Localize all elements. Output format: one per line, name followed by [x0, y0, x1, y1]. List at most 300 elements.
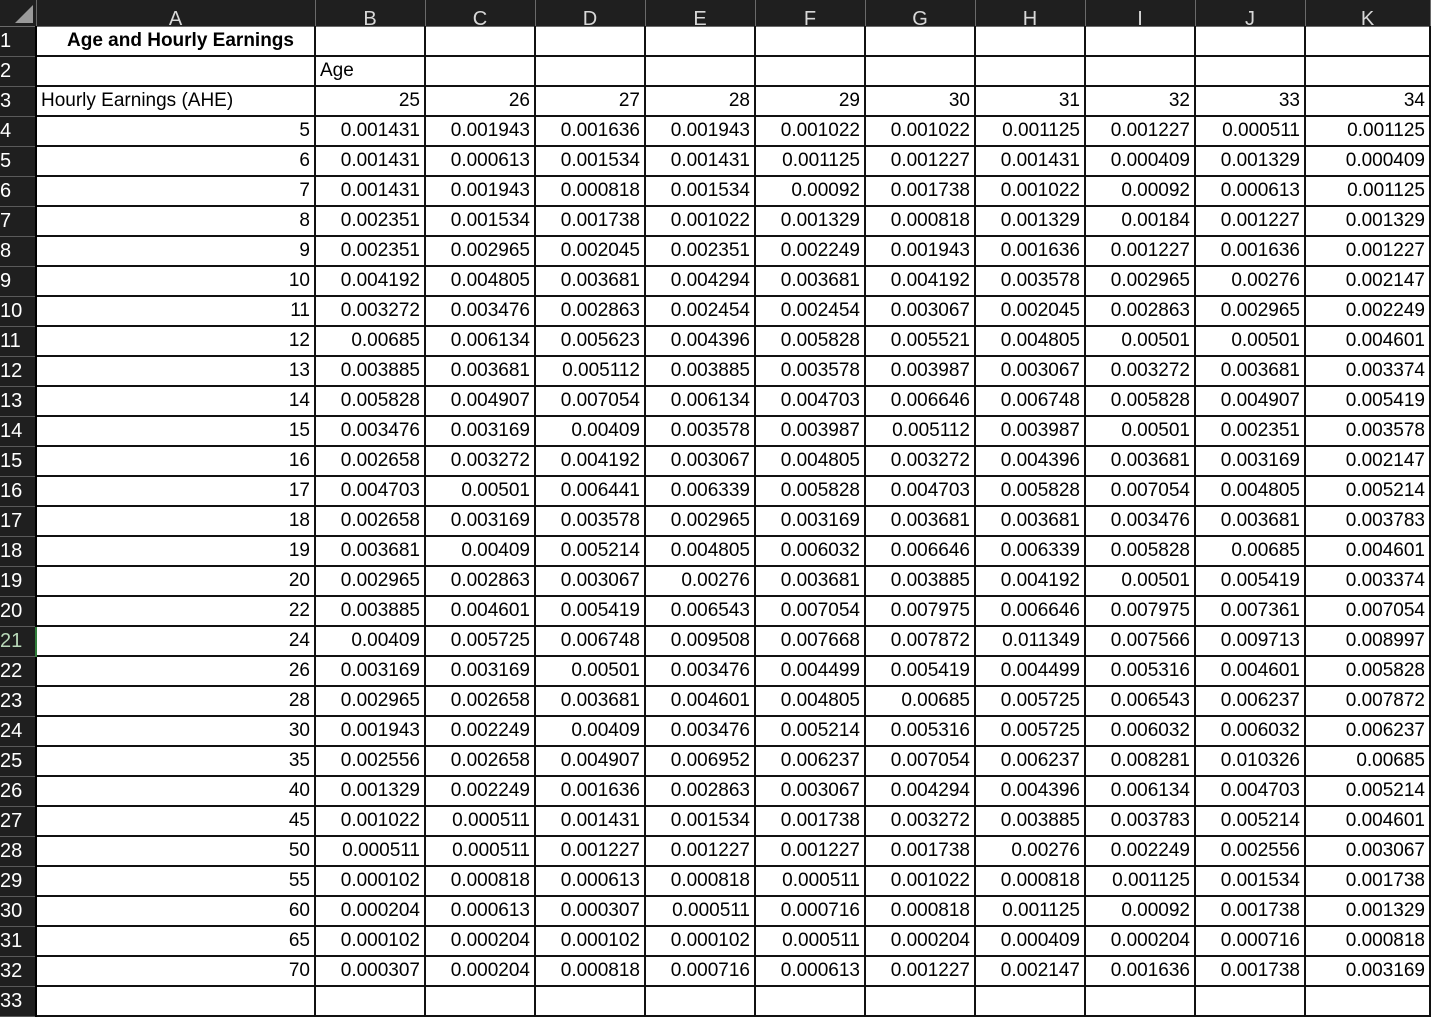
empty-cell[interactable] — [1085, 986, 1195, 1016]
probability-cell[interactable]: 0.004192 — [315, 266, 425, 296]
probability-cell[interactable]: 0.00184 — [1085, 206, 1195, 236]
probability-cell[interactable]: 0.000716 — [755, 896, 865, 926]
probability-cell[interactable]: 0.001431 — [315, 116, 425, 146]
empty-cell[interactable] — [975, 26, 1085, 56]
probability-cell[interactable]: 0.001125 — [975, 896, 1085, 926]
probability-cell[interactable]: 0.004601 — [1305, 806, 1430, 836]
probability-cell[interactable]: 0.004907 — [535, 746, 645, 776]
row-header-27[interactable]: 27 — [0, 806, 36, 836]
probability-cell[interactable]: 0.003067 — [535, 566, 645, 596]
probability-cell[interactable]: 0.003067 — [1305, 836, 1430, 866]
probability-cell[interactable]: 0.004805 — [755, 686, 865, 716]
probability-cell[interactable]: 0.005828 — [755, 326, 865, 356]
age-header-cell[interactable]: 33 — [1195, 86, 1305, 116]
probability-cell[interactable]: 0.002863 — [535, 296, 645, 326]
probability-cell[interactable]: 0.001636 — [1085, 956, 1195, 986]
row-header-6[interactable]: 6 — [0, 176, 36, 206]
probability-cell[interactable]: 0.002658 — [425, 686, 535, 716]
probability-cell[interactable]: 0.002249 — [425, 776, 535, 806]
empty-cell[interactable] — [36, 56, 315, 86]
empty-cell[interactable] — [425, 56, 535, 86]
probability-cell[interactable]: 0.003476 — [645, 716, 755, 746]
row-header-7[interactable]: 7 — [0, 206, 36, 236]
row-header-31[interactable]: 31 — [0, 926, 36, 956]
probability-cell[interactable]: 0.004192 — [535, 446, 645, 476]
probability-cell[interactable]: 0.001534 — [645, 176, 755, 206]
probability-cell[interactable]: 0.001943 — [425, 176, 535, 206]
probability-cell[interactable]: 0.003067 — [865, 296, 975, 326]
probability-cell[interactable]: 0.003987 — [975, 416, 1085, 446]
ahe-value-cell[interactable]: 8 — [36, 206, 315, 236]
probability-cell[interactable]: 0.005828 — [1085, 386, 1195, 416]
probability-cell[interactable]: 0.006032 — [755, 536, 865, 566]
probability-cell[interactable]: 0.00501 — [1195, 326, 1305, 356]
empty-cell[interactable] — [645, 26, 755, 56]
probability-cell[interactable]: 0.00685 — [865, 686, 975, 716]
probability-cell[interactable]: 0.007566 — [1085, 626, 1195, 656]
probability-cell[interactable]: 0.007054 — [1305, 596, 1430, 626]
row-header-12[interactable]: 12 — [0, 356, 36, 386]
probability-cell[interactable]: 0.005419 — [1305, 386, 1430, 416]
probability-cell[interactable]: 0.002454 — [755, 296, 865, 326]
ahe-value-cell[interactable]: 15 — [36, 416, 315, 446]
age-header-cell[interactable]: 28 — [645, 86, 755, 116]
row-header-21[interactable]: 21 — [0, 626, 36, 656]
probability-cell[interactable]: 0.004703 — [1195, 776, 1305, 806]
age-header-cell[interactable]: 25 — [315, 86, 425, 116]
probability-cell[interactable]: 0.003681 — [1195, 356, 1305, 386]
row-header-2[interactable]: 2 — [0, 56, 36, 86]
probability-cell[interactable]: 0.002249 — [1305, 296, 1430, 326]
probability-cell[interactable]: 0.000818 — [425, 866, 535, 896]
probability-cell[interactable]: 0.006646 — [865, 536, 975, 566]
probability-cell[interactable]: 0.003681 — [865, 506, 975, 536]
ahe-value-cell[interactable]: 11 — [36, 296, 315, 326]
probability-cell[interactable]: 0.000613 — [755, 956, 865, 986]
probability-cell[interactable]: 0.004703 — [755, 386, 865, 416]
ahe-value-cell[interactable]: 6 — [36, 146, 315, 176]
row-header-15[interactable]: 15 — [0, 446, 36, 476]
empty-cell[interactable] — [535, 26, 645, 56]
probability-cell[interactable]: 0.003681 — [535, 686, 645, 716]
empty-cell[interactable] — [755, 56, 865, 86]
probability-cell[interactable]: 0.001636 — [975, 236, 1085, 266]
row-header-3[interactable]: 3 — [0, 86, 36, 116]
column-header-c[interactable]: C — [425, 0, 535, 26]
row-header-22[interactable]: 22 — [0, 656, 36, 686]
probability-cell[interactable]: 0.002351 — [645, 236, 755, 266]
empty-cell[interactable] — [425, 986, 535, 1016]
probability-cell[interactable]: 0.003374 — [1305, 356, 1430, 386]
probability-cell[interactable]: 0.006543 — [1085, 686, 1195, 716]
row-header-26[interactable]: 26 — [0, 776, 36, 806]
probability-cell[interactable]: 0.003272 — [865, 446, 975, 476]
probability-cell[interactable]: 0.001329 — [975, 206, 1085, 236]
probability-cell[interactable]: 0.001125 — [975, 116, 1085, 146]
column-header-h[interactable]: H — [975, 0, 1085, 26]
age-header-cell[interactable]: 27 — [535, 86, 645, 116]
select-all-corner[interactable] — [0, 0, 36, 26]
probability-cell[interactable]: 0.002249 — [755, 236, 865, 266]
probability-cell[interactable]: 0.003272 — [865, 806, 975, 836]
probability-cell[interactable]: 0.004499 — [755, 656, 865, 686]
probability-cell[interactable]: 0.002045 — [975, 296, 1085, 326]
probability-cell[interactable]: 0.003578 — [535, 506, 645, 536]
probability-cell[interactable]: 0.011349 — [975, 626, 1085, 656]
probability-cell[interactable]: 0.001738 — [535, 206, 645, 236]
probability-cell[interactable]: 0.000511 — [755, 926, 865, 956]
probability-cell[interactable]: 0.004805 — [645, 536, 755, 566]
probability-cell[interactable]: 0.00092 — [1085, 176, 1195, 206]
probability-cell[interactable]: 0.003885 — [975, 806, 1085, 836]
probability-cell[interactable]: 0.001534 — [645, 806, 755, 836]
probability-cell[interactable]: 0.001227 — [1305, 236, 1430, 266]
probability-cell[interactable]: 0.005112 — [535, 356, 645, 386]
age-label-cell[interactable]: Age — [315, 56, 425, 86]
probability-cell[interactable]: 0.004601 — [1195, 656, 1305, 686]
probability-cell[interactable]: 0.000511 — [645, 896, 755, 926]
probability-cell[interactable]: 0.001431 — [535, 806, 645, 836]
probability-cell[interactable]: 0.003783 — [1305, 506, 1430, 536]
probability-cell[interactable]: 0.010326 — [1195, 746, 1305, 776]
probability-cell[interactable]: 0.003578 — [1305, 416, 1430, 446]
probability-cell[interactable]: 0.005316 — [865, 716, 975, 746]
ahe-value-cell[interactable]: 7 — [36, 176, 315, 206]
probability-cell[interactable]: 0.001125 — [1305, 116, 1430, 146]
probability-cell[interactable]: 0.001534 — [425, 206, 535, 236]
probability-cell[interactable]: 0.003578 — [645, 416, 755, 446]
probability-cell[interactable]: 0.005725 — [975, 686, 1085, 716]
probability-cell[interactable]: 0.003169 — [755, 506, 865, 536]
probability-cell[interactable]: 0.005419 — [535, 596, 645, 626]
probability-cell[interactable]: 0.003681 — [1195, 506, 1305, 536]
probability-cell[interactable]: 0.007054 — [755, 596, 865, 626]
probability-cell[interactable]: 0.003067 — [975, 356, 1085, 386]
probability-cell[interactable]: 0.002658 — [425, 746, 535, 776]
row-header-18[interactable]: 18 — [0, 536, 36, 566]
empty-cell[interactable] — [975, 56, 1085, 86]
probability-cell[interactable]: 0.002965 — [315, 566, 425, 596]
probability-cell[interactable]: 0.001022 — [645, 206, 755, 236]
probability-cell[interactable]: 0.003681 — [425, 356, 535, 386]
probability-cell[interactable]: 0.001329 — [1305, 206, 1430, 236]
empty-cell[interactable] — [1195, 56, 1305, 86]
probability-cell[interactable]: 0.001022 — [315, 806, 425, 836]
probability-cell[interactable]: 0.001329 — [755, 206, 865, 236]
probability-cell[interactable]: 0.002351 — [315, 236, 425, 266]
row-header-30[interactable]: 30 — [0, 896, 36, 926]
empty-cell[interactable] — [535, 986, 645, 1016]
probability-cell[interactable]: 0.007975 — [1085, 596, 1195, 626]
probability-cell[interactable]: 0.001636 — [535, 776, 645, 806]
probability-cell[interactable]: 0.00501 — [425, 476, 535, 506]
probability-cell[interactable]: 0.004805 — [975, 326, 1085, 356]
column-header-k[interactable]: K — [1305, 0, 1430, 26]
probability-cell[interactable]: 0.00501 — [1085, 416, 1195, 446]
probability-cell[interactable]: 0.000307 — [315, 956, 425, 986]
column-header-g[interactable]: G — [865, 0, 975, 26]
probability-cell[interactable]: 0.005214 — [535, 536, 645, 566]
probability-cell[interactable]: 0.007975 — [865, 596, 975, 626]
probability-cell[interactable]: 0.000307 — [535, 896, 645, 926]
empty-cell[interactable] — [865, 986, 975, 1016]
column-header-i[interactable]: I — [1085, 0, 1195, 26]
ahe-value-cell[interactable]: 20 — [36, 566, 315, 596]
probability-cell[interactable]: 0.003578 — [755, 356, 865, 386]
probability-cell[interactable]: 0.004499 — [975, 656, 1085, 686]
probability-cell[interactable]: 0.006339 — [975, 536, 1085, 566]
probability-cell[interactable]: 0.002965 — [1195, 296, 1305, 326]
ahe-value-cell[interactable]: 5 — [36, 116, 315, 146]
probability-cell[interactable]: 0.003681 — [755, 566, 865, 596]
column-header-f[interactable]: F — [755, 0, 865, 26]
row-header-20[interactable]: 20 — [0, 596, 36, 626]
probability-cell[interactable]: 0.003169 — [425, 506, 535, 536]
probability-cell[interactable]: 0.007872 — [865, 626, 975, 656]
probability-cell[interactable]: 0.001738 — [1305, 866, 1430, 896]
probability-cell[interactable]: 0.002351 — [315, 206, 425, 236]
probability-cell[interactable]: 0.003885 — [315, 356, 425, 386]
probability-cell[interactable]: 0.003272 — [315, 296, 425, 326]
probability-cell[interactable]: 0.002454 — [645, 296, 755, 326]
probability-cell[interactable]: 0.007054 — [1085, 476, 1195, 506]
probability-cell[interactable]: 0.001227 — [1085, 116, 1195, 146]
row-header-14[interactable]: 14 — [0, 416, 36, 446]
probability-cell[interactable]: 0.004294 — [645, 266, 755, 296]
probability-cell[interactable]: 0.00409 — [535, 716, 645, 746]
probability-cell[interactable]: 0.002658 — [315, 506, 425, 536]
age-header-cell[interactable]: 32 — [1085, 86, 1195, 116]
probability-cell[interactable]: 0.000818 — [645, 866, 755, 896]
empty-cell[interactable] — [755, 986, 865, 1016]
empty-cell[interactable] — [645, 986, 755, 1016]
probability-cell[interactable]: 0.001227 — [1085, 236, 1195, 266]
empty-cell[interactable] — [425, 26, 535, 56]
probability-cell[interactable]: 0.001738 — [865, 836, 975, 866]
probability-cell[interactable]: 0.00276 — [975, 836, 1085, 866]
probability-cell[interactable]: 0.003987 — [865, 356, 975, 386]
probability-cell[interactable]: 0.004805 — [1195, 476, 1305, 506]
probability-cell[interactable]: 0.001738 — [755, 806, 865, 836]
row-header-29[interactable]: 29 — [0, 866, 36, 896]
empty-cell[interactable] — [315, 26, 425, 56]
ahe-value-cell[interactable]: 55 — [36, 866, 315, 896]
probability-cell[interactable]: 0.001227 — [1195, 206, 1305, 236]
probability-cell[interactable]: 0.003169 — [1195, 446, 1305, 476]
probability-cell[interactable]: 0.002965 — [645, 506, 755, 536]
probability-cell[interactable]: 0.001022 — [755, 116, 865, 146]
probability-cell[interactable]: 0.001125 — [1305, 176, 1430, 206]
probability-cell[interactable]: 0.003272 — [425, 446, 535, 476]
probability-cell[interactable]: 0.003987 — [755, 416, 865, 446]
probability-cell[interactable]: 0.000613 — [425, 146, 535, 176]
probability-cell[interactable]: 0.000102 — [645, 926, 755, 956]
probability-cell[interactable]: 0.002863 — [425, 566, 535, 596]
probability-cell[interactable]: 0.00092 — [755, 176, 865, 206]
empty-cell[interactable] — [36, 986, 315, 1016]
row-header-28[interactable]: 28 — [0, 836, 36, 866]
probability-cell[interactable]: 0.000102 — [315, 926, 425, 956]
probability-cell[interactable]: 0.001329 — [1305, 896, 1430, 926]
age-header-cell[interactable]: 26 — [425, 86, 535, 116]
probability-cell[interactable]: 0.000102 — [315, 866, 425, 896]
probability-cell[interactable]: 0.002965 — [1085, 266, 1195, 296]
probability-cell[interactable]: 0.009713 — [1195, 626, 1305, 656]
probability-cell[interactable]: 0.001943 — [315, 716, 425, 746]
probability-cell[interactable]: 0.003169 — [425, 416, 535, 446]
probability-cell[interactable]: 0.000511 — [425, 836, 535, 866]
probability-cell[interactable]: 0.004601 — [1305, 326, 1430, 356]
probability-cell[interactable]: 0.000613 — [425, 896, 535, 926]
probability-cell[interactable]: 0.003885 — [645, 356, 755, 386]
probability-cell[interactable]: 0.003783 — [1085, 806, 1195, 836]
ahe-value-cell[interactable]: 16 — [36, 446, 315, 476]
probability-cell[interactable]: 0.001227 — [865, 146, 975, 176]
ahe-value-cell[interactable]: 10 — [36, 266, 315, 296]
row-header-1[interactable]: 1 — [0, 26, 36, 56]
probability-cell[interactable]: 0.002249 — [1085, 836, 1195, 866]
probability-cell[interactable]: 0.004396 — [645, 326, 755, 356]
row-header-24[interactable]: 24 — [0, 716, 36, 746]
ahe-value-cell[interactable]: 65 — [36, 926, 315, 956]
empty-cell[interactable] — [535, 56, 645, 86]
empty-cell[interactable] — [1305, 26, 1430, 56]
probability-cell[interactable]: 0.003681 — [315, 536, 425, 566]
probability-cell[interactable]: 0.004703 — [315, 476, 425, 506]
probability-cell[interactable]: 0.00276 — [645, 566, 755, 596]
probability-cell[interactable]: 0.004601 — [425, 596, 535, 626]
probability-cell[interactable]: 0.005725 — [425, 626, 535, 656]
probability-cell[interactable]: 0.002863 — [645, 776, 755, 806]
probability-cell[interactable]: 0.002965 — [425, 236, 535, 266]
probability-cell[interactable]: 0.00685 — [1195, 536, 1305, 566]
probability-cell[interactable]: 0.007668 — [755, 626, 865, 656]
probability-cell[interactable]: 0.003067 — [645, 446, 755, 476]
probability-cell[interactable]: 0.004805 — [425, 266, 535, 296]
probability-cell[interactable]: 0.003476 — [645, 656, 755, 686]
row-header-13[interactable]: 13 — [0, 386, 36, 416]
probability-cell[interactable]: 0.003885 — [315, 596, 425, 626]
probability-cell[interactable]: 0.002863 — [1085, 296, 1195, 326]
probability-cell[interactable]: 0.006646 — [975, 596, 1085, 626]
column-header-d[interactable]: D — [535, 0, 645, 26]
probability-cell[interactable]: 0.005214 — [1195, 806, 1305, 836]
age-header-cell[interactable]: 30 — [865, 86, 975, 116]
ahe-value-cell[interactable]: 14 — [36, 386, 315, 416]
probability-cell[interactable]: 0.005521 — [865, 326, 975, 356]
probability-cell[interactable]: 0.00501 — [1085, 326, 1195, 356]
column-header-a[interactable]: A — [36, 0, 315, 26]
probability-cell[interactable]: 0.00409 — [535, 416, 645, 446]
ahe-value-cell[interactable]: 19 — [36, 536, 315, 566]
row-header-17[interactable]: 17 — [0, 506, 36, 536]
probability-cell[interactable]: 0.001125 — [1085, 866, 1195, 896]
probability-cell[interactable]: 0.002147 — [975, 956, 1085, 986]
probability-cell[interactable]: 0.000204 — [425, 926, 535, 956]
empty-cell[interactable] — [1085, 56, 1195, 86]
probability-cell[interactable]: 0.000818 — [1305, 926, 1430, 956]
probability-cell[interactable]: 0.001022 — [865, 116, 975, 146]
probability-cell[interactable]: 0.006237 — [1195, 686, 1305, 716]
probability-cell[interactable]: 0.000204 — [425, 956, 535, 986]
probability-cell[interactable]: 0.002556 — [315, 746, 425, 776]
probability-cell[interactable]: 0.007361 — [1195, 596, 1305, 626]
probability-cell[interactable]: 0.003681 — [535, 266, 645, 296]
probability-cell[interactable]: 0.000613 — [535, 866, 645, 896]
probability-cell[interactable]: 0.001227 — [535, 836, 645, 866]
probability-cell[interactable]: 0.004601 — [645, 686, 755, 716]
probability-cell[interactable]: 0.002556 — [1195, 836, 1305, 866]
probability-cell[interactable]: 0.003681 — [1085, 446, 1195, 476]
probability-cell[interactable]: 0.004396 — [975, 446, 1085, 476]
probability-cell[interactable]: 0.005419 — [1195, 566, 1305, 596]
ahe-value-cell[interactable]: 30 — [36, 716, 315, 746]
probability-cell[interactable]: 0.005214 — [1305, 476, 1430, 506]
probability-cell[interactable]: 0.007872 — [1305, 686, 1430, 716]
probability-cell[interactable]: 0.000511 — [315, 836, 425, 866]
probability-cell[interactable]: 0.005214 — [755, 716, 865, 746]
probability-cell[interactable]: 0.006441 — [535, 476, 645, 506]
probability-cell[interactable]: 0.005214 — [1305, 776, 1430, 806]
probability-cell[interactable]: 0.004703 — [865, 476, 975, 506]
row-header-32[interactable]: 32 — [0, 956, 36, 986]
probability-cell[interactable]: 0.001943 — [425, 116, 535, 146]
probability-cell[interactable]: 0.005725 — [975, 716, 1085, 746]
probability-cell[interactable]: 0.006237 — [975, 746, 1085, 776]
probability-cell[interactable]: 0.005828 — [1305, 656, 1430, 686]
probability-cell[interactable]: 0.006237 — [1305, 716, 1430, 746]
probability-cell[interactable]: 0.004396 — [975, 776, 1085, 806]
probability-cell[interactable]: 0.003681 — [755, 266, 865, 296]
row-header-33[interactable]: 33 — [0, 986, 36, 1016]
probability-cell[interactable]: 0.00092 — [1085, 896, 1195, 926]
probability-cell[interactable]: 0.000818 — [865, 206, 975, 236]
probability-cell[interactable]: 0.006952 — [645, 746, 755, 776]
probability-cell[interactable]: 0.003067 — [755, 776, 865, 806]
empty-cell[interactable] — [865, 56, 975, 86]
probability-cell[interactable]: 0.003476 — [425, 296, 535, 326]
probability-cell[interactable]: 0.001227 — [645, 836, 755, 866]
empty-cell[interactable] — [865, 26, 975, 56]
probability-cell[interactable]: 0.004294 — [865, 776, 975, 806]
row-header-25[interactable]: 25 — [0, 746, 36, 776]
probability-cell[interactable]: 0.004907 — [425, 386, 535, 416]
probability-cell[interactable]: 0.003374 — [1305, 566, 1430, 596]
empty-cell[interactable] — [1305, 986, 1430, 1016]
empty-cell[interactable] — [975, 986, 1085, 1016]
probability-cell[interactable]: 0.002045 — [535, 236, 645, 266]
ahe-value-cell[interactable]: 70 — [36, 956, 315, 986]
probability-cell[interactable]: 0.001636 — [535, 116, 645, 146]
ahe-value-cell[interactable]: 22 — [36, 596, 315, 626]
probability-cell[interactable]: 0.001534 — [1195, 866, 1305, 896]
probability-cell[interactable]: 0.00501 — [535, 656, 645, 686]
probability-cell[interactable]: 0.00409 — [315, 626, 425, 656]
ahe-value-cell[interactable]: 12 — [36, 326, 315, 356]
age-header-cell[interactable]: 34 — [1305, 86, 1430, 116]
probability-cell[interactable]: 0.000409 — [1085, 146, 1195, 176]
probability-cell[interactable]: 0.000511 — [425, 806, 535, 836]
probability-cell[interactable]: 0.008997 — [1305, 626, 1430, 656]
probability-cell[interactable]: 0.000511 — [755, 866, 865, 896]
ahe-value-cell[interactable]: 13 — [36, 356, 315, 386]
probability-cell[interactable]: 0.000716 — [1195, 926, 1305, 956]
probability-cell[interactable]: 0.006134 — [1085, 776, 1195, 806]
column-header-e[interactable]: E — [645, 0, 755, 26]
probability-cell[interactable]: 0.001022 — [975, 176, 1085, 206]
probability-cell[interactable]: 0.002351 — [1195, 416, 1305, 446]
probability-cell[interactable]: 0.008281 — [1085, 746, 1195, 776]
